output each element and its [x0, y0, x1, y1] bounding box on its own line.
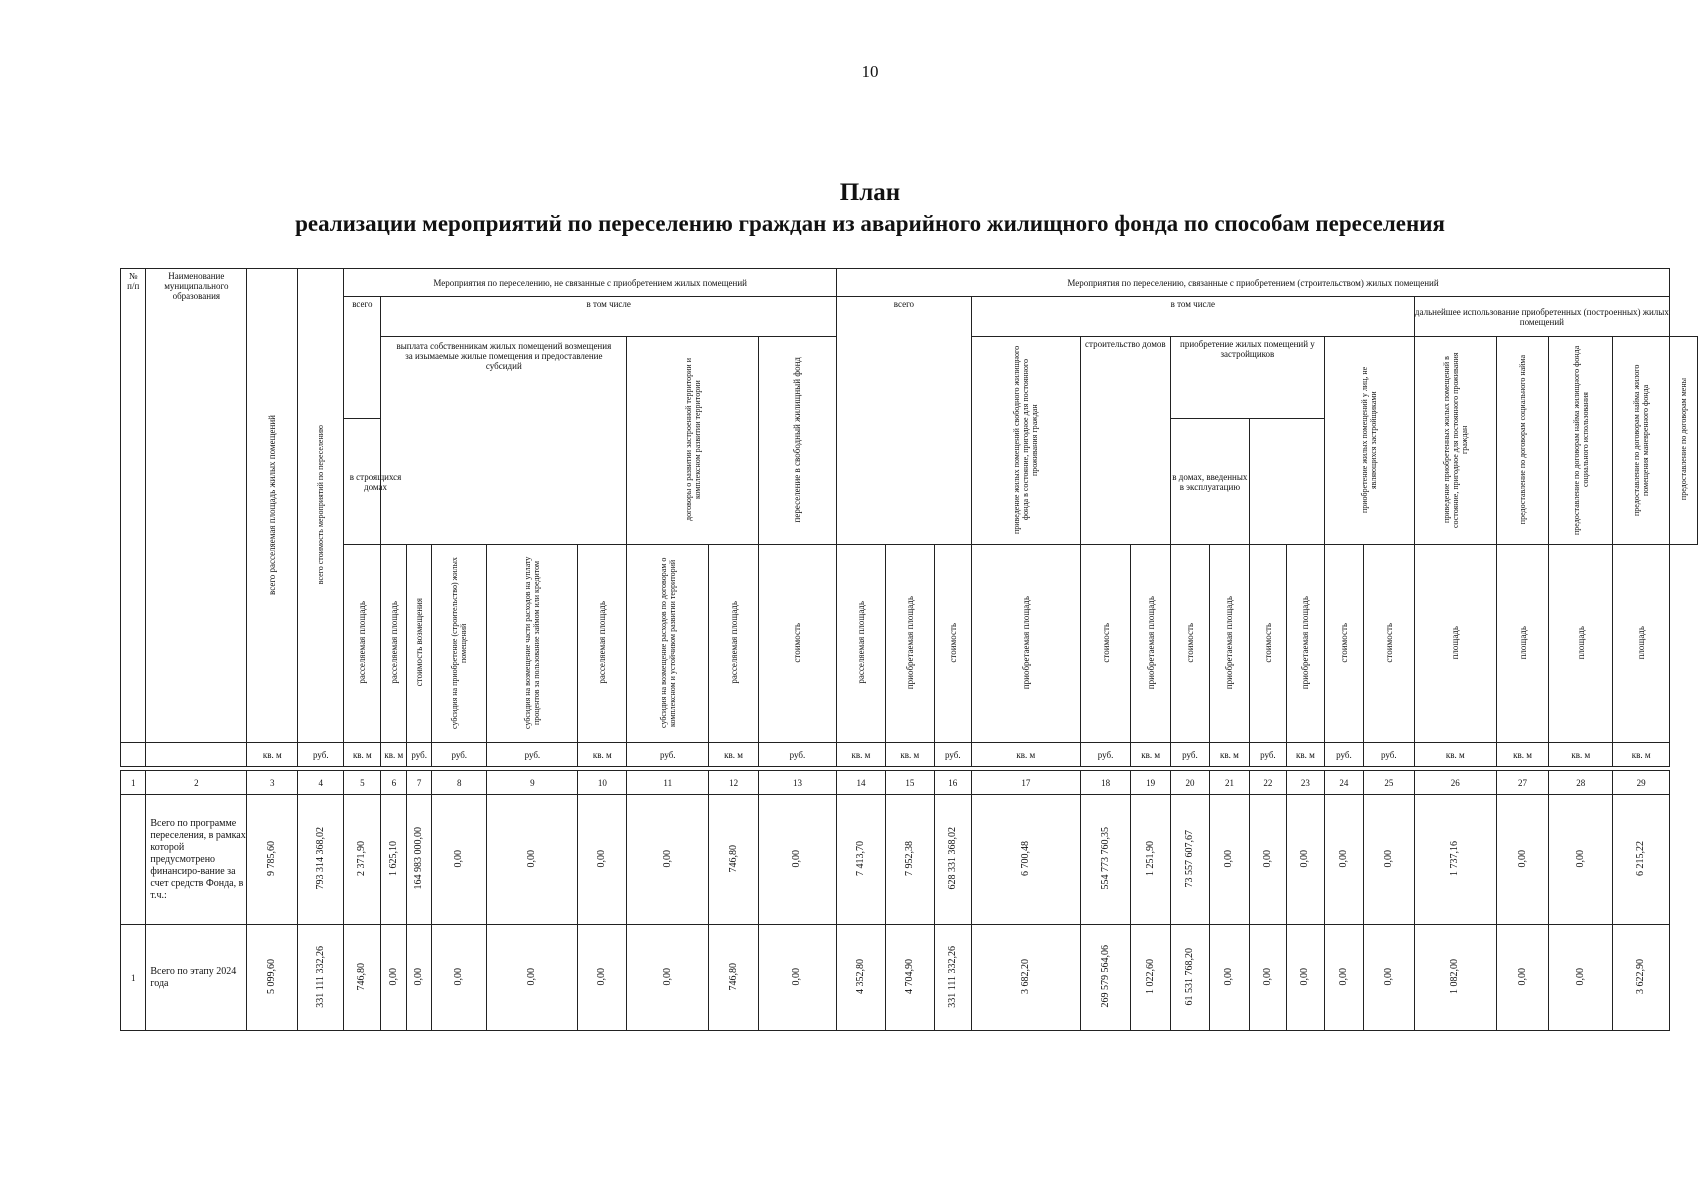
column-number-cell: 11 — [627, 771, 709, 795]
value-cell — [758, 925, 836, 1031]
col21-label: приобретаемая площадь — [1210, 545, 1250, 743]
value-cell — [1549, 925, 1613, 1031]
value-text: 0,00 — [1516, 849, 1528, 868]
header-payment: выплата собственникам жилых помещений возмещения за изымаемые жилые помещения и предоставление субсидий — [381, 337, 627, 545]
unit-cell: кв. м — [885, 743, 934, 767]
table-row-total-program — [121, 795, 1698, 925]
value-text: 0,00 — [1337, 967, 1349, 986]
header-bring-acquired: приведение приобретенных жилых помещений в состояние, пригодное для постоянного проживания граждан — [1414, 337, 1496, 545]
value-cell — [432, 795, 487, 925]
unit-empty-cell — [146, 743, 247, 767]
value-text: 7 952,38 — [903, 841, 915, 876]
column-number-cell: 14 — [837, 771, 886, 795]
header-total-cost: всего стоимость мероприятий по переселению — [298, 269, 344, 743]
value-cell — [971, 795, 1080, 925]
value-cell — [1249, 925, 1286, 1031]
value-cell — [1170, 925, 1209, 1031]
col25-label: стоимость — [1363, 545, 1414, 743]
value-text: 628 331 368,02 — [946, 827, 958, 890]
value-cell — [381, 925, 407, 1031]
header-further-use: дальнейшее использование приобретенных (построенных) жилых помещений — [1414, 297, 1669, 337]
unit-cell: руб. — [407, 743, 432, 767]
unit-cell: руб. — [1080, 743, 1131, 767]
value-cell — [1249, 795, 1286, 925]
value-cell — [1131, 795, 1171, 925]
value-cell — [344, 925, 381, 1031]
column-number-cell: 2 — [146, 771, 247, 795]
header-nonacq-including: в том числе — [381, 297, 837, 337]
value-text: 0,00 — [1299, 849, 1311, 868]
col6-label: расселяемая площадь — [381, 545, 407, 743]
column-number-cell: 8 — [432, 771, 487, 795]
unit-cell: кв. м — [1496, 743, 1548, 767]
header-dev-contracts: договоры о развитии застроенной территории и комплексном развитии территории — [627, 337, 759, 545]
column-number-cell: 26 — [1414, 771, 1496, 795]
unit-cell: кв. м — [1414, 743, 1496, 767]
value-text: 6 215,22 — [1635, 841, 1647, 876]
unit-cell: кв. м — [971, 743, 1080, 767]
col14-label: расселяемая площадь — [837, 545, 886, 743]
column-number-cell: 19 — [1131, 771, 1171, 795]
unit-cell: руб. — [627, 743, 709, 767]
column-number-cell: 18 — [1080, 771, 1131, 795]
col7-label: стоимость возмещения — [407, 545, 432, 743]
column-number-cell: 27 — [1496, 771, 1548, 795]
value-cell — [1210, 795, 1250, 925]
unit-cell: руб. — [1249, 743, 1286, 767]
column-number-cell: 21 — [1210, 771, 1250, 795]
unit-cell: руб. — [1324, 743, 1363, 767]
unit-cell: руб. — [487, 743, 578, 767]
value-text: 4 352,80 — [854, 959, 866, 994]
unit-cell: кв. м — [837, 743, 886, 767]
value-cell — [1324, 795, 1363, 925]
value-text: 1 251,90 — [1144, 841, 1156, 876]
row-number-cell: 1 — [121, 925, 146, 1031]
header-total-area: всего расселяемая площадь жилых помещений — [247, 269, 298, 743]
value-text: 0,00 — [661, 967, 673, 986]
value-cell — [344, 795, 381, 925]
value-cell — [971, 925, 1080, 1031]
col10-label: расселяемая площадь — [578, 545, 627, 743]
value-cell — [1496, 925, 1548, 1031]
unit-cell: руб. — [298, 743, 344, 767]
value-cell — [1613, 795, 1670, 925]
value-cell — [1131, 925, 1171, 1031]
col26-label: площадь — [1414, 545, 1496, 743]
value-text: 0,00 — [1223, 967, 1235, 986]
unit-cell: кв. м — [344, 743, 381, 767]
col9-label: субсидия на возмещение части расходов на уплату процентов за пользование займом или кредитом — [487, 545, 578, 743]
header-acq-total: всего — [837, 297, 972, 545]
column-number-cell: 22 — [1249, 771, 1286, 795]
value-text: 0,00 — [1574, 849, 1586, 868]
value-text: 164 983 000,00 — [413, 827, 425, 890]
value-cell — [1363, 795, 1414, 925]
column-number-cell: 24 — [1324, 771, 1363, 795]
value-text: 331 111 332,26 — [946, 945, 958, 1008]
value-text: 0,00 — [413, 967, 425, 986]
col20-label: стоимость — [1170, 545, 1209, 743]
unit-cell: кв. м — [1286, 743, 1324, 767]
column-number-cell: 1 — [121, 771, 146, 795]
value-cell — [298, 795, 344, 925]
column-numbers-row — [121, 771, 1698, 795]
value-text: 331 111 332,26 — [314, 945, 326, 1008]
table-row-stage-2024 — [121, 925, 1698, 1031]
col22-label: стоимость — [1249, 545, 1286, 743]
value-text: 0,00 — [1223, 849, 1235, 868]
value-cell — [487, 925, 578, 1031]
value-cell — [1414, 925, 1496, 1031]
value-text: 5 099,60 — [266, 959, 278, 994]
value-cell — [837, 795, 886, 925]
value-text: 746,80 — [727, 962, 739, 991]
value-text: 0,00 — [596, 849, 608, 868]
header-acq-developers: приобретение жилых помещений у застройщиков — [1170, 337, 1324, 419]
col29-label: площадь — [1613, 545, 1670, 743]
col13-label: стоимость — [758, 545, 836, 743]
col19-label: приобретаемая площадь — [1131, 545, 1171, 743]
col24-label: стоимость — [1324, 545, 1363, 743]
column-number-cell: 5 — [344, 771, 381, 795]
unit-cell: кв. м — [381, 743, 407, 767]
unit-cell: кв. м — [1131, 743, 1171, 767]
column-number-cell: 13 — [758, 771, 836, 795]
value-text: 2 371,90 — [356, 841, 368, 876]
value-text: 6 700,48 — [1019, 841, 1031, 876]
unit-cell: руб. — [1170, 743, 1209, 767]
value-cell — [934, 795, 971, 925]
resettlement-plan-table — [120, 268, 1698, 1031]
column-number-cell: 20 — [1170, 771, 1209, 795]
column-number-cell: 3 — [247, 771, 298, 795]
value-text: 269 579 564,06 — [1099, 945, 1111, 1008]
header-bring-free-fund: приведение жилых помещений свободного жилищного фонда в состояние, пригодное для постоянного проживания граждан — [971, 337, 1080, 545]
value-text: 3 682,20 — [1019, 959, 1031, 994]
col23-label: приобретаемая площадь — [1286, 545, 1324, 743]
column-number-cell: 4 — [298, 771, 344, 795]
col5-label: расселяемая площадь — [344, 545, 381, 743]
row-name-cell: Всего по программе переселения, в рамках которой предусмотрено финансиро-вание за счет средств Фонда, в т.ч.: — [146, 795, 247, 925]
row-number-cell — [121, 795, 146, 925]
value-cell — [837, 925, 886, 1031]
header-use-maneuver: предоставление по договорам найма жилого помещения маневренного фонда — [1613, 337, 1670, 545]
col28-label: площадь — [1549, 545, 1613, 743]
value-cell — [1324, 925, 1363, 1031]
header-use-social: предоставление по договорам социального найма — [1496, 337, 1548, 545]
header-group-acquisition: Мероприятия по переселению, связанные с приобретением (строительством) жилых помещений — [837, 269, 1670, 297]
header-municipality: Наименование муниципального образования — [146, 269, 247, 743]
page-number: 10 — [861, 62, 879, 81]
header-acq-nondevelopers: приобретение жилых помещений у лиц, не являющихся застройщиками — [1324, 337, 1414, 545]
value-cell — [1613, 925, 1670, 1031]
unit-cell: руб. — [934, 743, 971, 767]
unit-cell: руб. — [432, 743, 487, 767]
value-cell — [1210, 925, 1250, 1031]
col17-label: приобретаемая площадь — [971, 545, 1080, 743]
col27-label: площадь — [1496, 545, 1548, 743]
unit-cell: кв. м — [709, 743, 759, 767]
value-cell — [1286, 925, 1324, 1031]
unit-cell: кв. м — [1549, 743, 1613, 767]
header-nonacq-total: всего — [344, 297, 381, 419]
col15-label: приобретаемая площадь — [885, 545, 934, 743]
value-text: 73 557 607,67 — [1183, 829, 1195, 888]
column-number-cell: 29 — [1613, 771, 1670, 795]
unit-cell: кв. м — [578, 743, 627, 767]
header-acq-existing: в домах, введенных в эксплуатацию — [1170, 419, 1249, 545]
header-free-fund: переселение в свободный жилищный фонд — [758, 337, 836, 545]
value-cell — [381, 795, 407, 925]
value-text: 9 785,60 — [266, 841, 278, 876]
value-cell — [709, 795, 759, 925]
value-text: 746,80 — [727, 844, 739, 873]
value-text: 0,00 — [1516, 967, 1528, 986]
col18-label: стоимость — [1080, 545, 1131, 743]
col8-label: субсидия на приобретение (строительство) жилых помещений — [432, 545, 487, 743]
value-text: 1 737,16 — [1449, 841, 1461, 876]
value-cell — [885, 925, 934, 1031]
value-cell — [1170, 795, 1209, 925]
value-text: 0,00 — [1261, 849, 1273, 868]
value-text: 7 413,70 — [854, 841, 866, 876]
unit-cell: кв. м — [1210, 743, 1250, 767]
column-number-cell: 25 — [1363, 771, 1414, 795]
value-cell — [627, 795, 709, 925]
column-number-cell: 6 — [381, 771, 407, 795]
header-acq-including: в том числе — [971, 297, 1414, 337]
header-number: № п/п — [121, 269, 146, 743]
value-cell — [1286, 795, 1324, 925]
value-cell — [407, 795, 432, 925]
value-text: 61 531 768,20 — [1183, 947, 1195, 1006]
document-subtitle: реализации мероприятий по переселению граждан из аварийного жилищного фонда по способам переселения — [295, 211, 1445, 236]
value-text: 0,00 — [596, 967, 608, 986]
header-acq-under-construction: в строящихся домах — [344, 419, 407, 545]
value-text: 746,80 — [356, 962, 368, 991]
value-cell — [298, 925, 344, 1031]
value-text: 0,00 — [387, 967, 399, 986]
unit-cell: кв. м — [1613, 743, 1670, 767]
value-text: 0,00 — [453, 967, 465, 986]
value-text: 0,00 — [791, 849, 803, 868]
value-text: 0,00 — [453, 849, 465, 868]
value-text: 0,00 — [526, 967, 538, 986]
column-number-cell: 28 — [1549, 771, 1613, 795]
column-number-cell: 10 — [578, 771, 627, 795]
value-cell — [709, 925, 759, 1031]
value-text: 0,00 — [1382, 967, 1394, 986]
value-cell — [1496, 795, 1548, 925]
header-use-exchange: предоставление по договорам мены — [1670, 337, 1698, 545]
col16-label: стоимость — [934, 545, 971, 743]
value-cell — [1363, 925, 1414, 1031]
unit-empty-cell — [121, 743, 146, 767]
column-number-cell: 7 — [407, 771, 432, 795]
value-text: 3 622,90 — [1635, 959, 1647, 994]
value-text: 554 773 760,35 — [1099, 827, 1111, 890]
column-number-cell: 17 — [971, 771, 1080, 795]
value-cell — [407, 925, 432, 1031]
value-cell — [1414, 795, 1496, 925]
value-cell — [934, 925, 971, 1031]
document-title: План — [839, 179, 901, 206]
value-text: 4 704,90 — [903, 959, 915, 994]
value-cell — [758, 795, 836, 925]
value-text: 0,00 — [1382, 849, 1394, 868]
value-text: 1 022,60 — [1144, 959, 1156, 994]
col12-label: расселяемая площадь — [709, 545, 759, 743]
value-cell — [1080, 795, 1131, 925]
value-text: 793 314 368,02 — [314, 827, 326, 890]
value-text: 0,00 — [1261, 967, 1273, 986]
column-number-cell: 16 — [934, 771, 971, 795]
row-name-cell: Всего по этапу 2024 года — [146, 925, 247, 1031]
value-text: 0,00 — [1574, 967, 1586, 986]
value-cell — [627, 925, 709, 1031]
column-number-cell: 15 — [885, 771, 934, 795]
unit-cell: руб. — [1363, 743, 1414, 767]
value-text: 1 625,10 — [387, 841, 399, 876]
units-row — [121, 743, 1698, 767]
value-cell — [885, 795, 934, 925]
col11-label: субсидия на возмещение расходов по договорам о комплексном и устойчивом развитии территорий — [627, 545, 709, 743]
value-cell — [247, 925, 298, 1031]
value-cell — [432, 925, 487, 1031]
value-cell — [1080, 925, 1131, 1031]
value-text: 0,00 — [791, 967, 803, 986]
value-cell — [487, 795, 578, 925]
column-number-cell: 23 — [1286, 771, 1324, 795]
value-cell — [578, 925, 627, 1031]
value-text: 1 082,00 — [1449, 959, 1461, 994]
unit-cell: кв. м — [247, 743, 298, 767]
header-group-nonacquisition: Мероприятия по переселению, не связанные с приобретением жилых помещений — [344, 269, 837, 297]
value-text: 0,00 — [1337, 849, 1349, 868]
unit-cell: руб. — [758, 743, 836, 767]
value-cell — [247, 795, 298, 925]
value-text: 0,00 — [661, 849, 673, 868]
header-use-social-use: предоставление по договорам найма жилищного фонда социального использования — [1549, 337, 1613, 545]
header-construction: строительство домов — [1080, 337, 1170, 545]
value-text: 0,00 — [526, 849, 538, 868]
column-number-cell: 9 — [487, 771, 578, 795]
value-cell — [1549, 795, 1613, 925]
value-text: 0,00 — [1299, 967, 1311, 986]
value-cell — [578, 795, 627, 925]
column-number-cell: 12 — [709, 771, 759, 795]
